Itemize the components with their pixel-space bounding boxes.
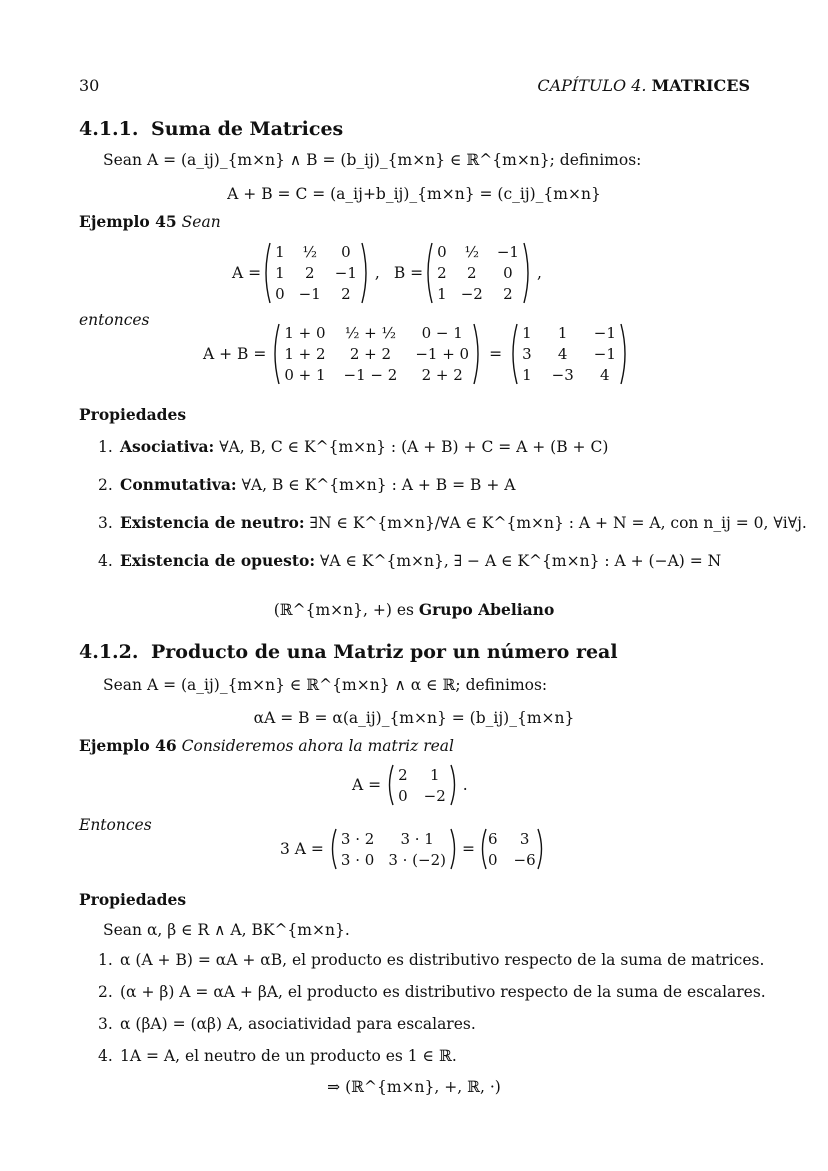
matrix-cell: 0 − 1 [421,324,463,342]
matrix-cell: −1 [593,345,616,363]
matrix-cell: 0 + 1 [284,366,326,384]
sum-intro-text: Sean A = (a_ij)_{m×n} ∧ B = (b_ij)_{m×n} ∈ ℝ^{m×n}; definimos: [103,151,642,169]
section-title: Suma de Matrices [151,118,344,140]
matrix-cell: 0 [503,264,513,282]
matrix-cell: 3 · 2 [340,829,375,848]
sum-definition: A + B = C = (a_ij+b_ij)_{m×n} = (c_ij)_{m×n} [227,185,601,203]
matrix-cell: 2 [437,264,447,282]
product-properties-list [98,951,766,1079]
product-expression-matrix [328,827,459,871]
matrix-cell: −2 [460,285,483,303]
matrix-a-label: A = [352,776,382,794]
matrix-cell: 2 + 2 [421,366,463,384]
sum-property-2: 2. Conmutativa: ∀A, B ∈ K^{m×n} : A + B = B + A [98,475,516,494]
matrix-b-label: B = [393,264,424,282]
running-header [537,76,750,95]
sum-expression-cells [280,323,473,385]
matrix-a-real [385,763,459,807]
sum-result-cells [518,323,620,385]
example-text: Sean [181,213,221,231]
product-result-matrix [478,827,546,871]
example-number: Ejemplo 45 [79,212,177,231]
sum-intro [103,151,641,170]
matrix-cell: 3 · 0 [340,850,375,869]
matrix-cell: 3 · (−2) [388,850,446,869]
matrix-cell: −3 [551,366,574,384]
chapter-label: CAPÍTULO 4. [537,76,647,95]
matrix-cell: −2 [423,786,446,805]
properties-title-product: Propiedades [79,890,187,909]
matrix-cell: 4 [557,345,568,363]
matrix-cell: 1 [429,765,440,784]
matrix-cell: 2 [304,264,315,282]
matrix-cell: 1 [522,366,532,384]
matrix-b-cells [433,242,523,304]
matrix-cell: 1 [557,324,568,342]
matrix-cell: −6 [513,850,536,869]
matrix-cell: 0 [341,243,351,261]
section-title: Producto de una Matriz por un número real [151,641,618,663]
section-heading-4-1-2 [79,641,618,663]
matrix-a-real-cells [394,765,450,806]
sum-property-3: 3. Existencia de neutro: ∃N ∈ K^{m×n}/∀A ∈ K^{m×n} : A + N = A, con n_ij = 0, ∀i∀j. [98,513,807,532]
matrix-cell: 0 [487,850,498,869]
sum-properties-list [98,437,807,589]
example-45-matrices: A = 1 ½ 0 1 2 −1 0 −1 2 , B = 0 ½ −1 2 2 0 1 −2 2 , [232,243,542,303]
product-property-4: 4. 1A = A, el neutro de un producto es 1 ∈ ℝ. [98,1047,457,1065]
sum-label: A + B = [203,345,267,363]
then-label: entonces [79,311,150,329]
product-definition: αA = B = α(a_ij)_{m×n} = (b_ij)_{m×n} [253,709,575,727]
example-45-label [79,213,221,232]
abelian-group-line: (ℝ^{m×n}, +) es Grupo Abeliano [273,600,555,619]
matrix-cell: 2 [398,765,408,784]
then-label-product: Entonces [79,816,152,834]
example-46-matrix: A = 2 1 0 −2 . [352,763,468,807]
product-props-intro: Sean α, β ∈ R ∧ A, BK^{m×n}. [103,921,350,939]
sum-expression-matrix [270,322,483,386]
matrix-b [423,241,533,305]
matrix-cell: ½ [464,243,480,261]
matrix-cell: ½ [302,243,317,261]
matrix-cell: 0 [275,285,285,303]
matrix-cell: 0 [437,243,447,261]
properties-title-sum: Propiedades [79,405,187,424]
matrix-cell: 3 [519,829,530,848]
product-property-1: 1. α (A + B) = αA + αB, el producto es distributivo respecto de la suma de matrices. [98,951,765,969]
matrix-cell: 4 [600,366,610,384]
matrix-cell: 3 [522,345,532,363]
matrix-cell: −1 + 0 [415,345,470,363]
vector-space-line: ⇒ (ℝ^{m×n}, +, ℝ, ·) [327,1078,501,1096]
example-number: Ejemplo 46 [79,736,177,755]
matrix-cell: 1 [437,285,447,303]
matrix-cell: 1 [275,243,285,261]
matrix-cell: ½ + ½ [344,324,397,342]
product-property-3: 3. α (βA) = (αβ) A, asociatividad para escalares. [98,1015,476,1033]
section-number: 4.1.2. [79,641,139,663]
product-expression-cells [337,829,450,870]
matrix-a-cells [271,242,361,304]
matrix-cell: 2 [341,285,351,303]
matrix-cell: 1 + 2 [284,345,326,363]
matrix-cell: −1 − 2 [343,366,398,384]
product-intro: Sean A = (a_ij)_{m×n} ∈ ℝ^{m×n} ∧ α ∈ ℝ; definimos: [103,676,548,694]
matrix-cell: 2 + 2 [349,345,392,363]
matrix-cell: −1 [496,243,519,261]
product-property-2: 2. (α + β) A = αA + βA, el producto es distributivo respecto de la suma de escalares. [98,983,766,1001]
page-number: 30 [79,76,100,95]
matrix-cell: −1 [593,324,616,342]
section-number: 4.1.1. [79,118,139,140]
chapter-title: MATRICES [651,76,750,95]
example-text: Consideremos ahora la matriz real [181,737,454,755]
matrix-cell: 1 [522,324,532,342]
product-example: 3 A = 3 · 2 3 · 1 3 · 0 3 · (−2) = 6 3 0 −6 [280,827,546,871]
product-label: 3 A = [280,840,324,858]
matrix-cell: 1 + 0 [284,324,326,342]
matrix-cell: 2 [466,264,477,282]
matrix-cell: 2 [503,285,513,303]
sum-property-1: 1. Asociativa: ∀A, B, C ∈ K^{m×n} : (A + B) + C = A + (B + C) [98,437,609,456]
matrix-cell: 3 · 1 [400,829,434,848]
sum-property-4: 4. Existencia de opuesto: ∀A ∈ K^{m×n}, ∃ − A ∈ K^{m×n} : A + (−A) = N [98,551,722,570]
matrix-a [261,241,371,305]
matrix-cell: 6 [487,829,498,848]
sum-result-matrix [508,322,630,386]
matrix-cell: −1 [298,285,321,303]
matrix-cell: 0 [398,786,408,805]
section-heading-4-1-1 [79,118,343,140]
matrix-cell: 1 [275,264,285,282]
matrix-cell: −1 [334,264,357,282]
example-46-label [79,737,454,756]
product-result-cells [487,829,537,870]
sum-example: A + B = 1 + 0 ½ + ½ 0 − 1 1 + 2 2 + 2 −1 + 0 0 + 1 −1 − 2 2 + 2 = 1 1 −1 3 4 −1 1 −3 4 [203,322,630,386]
matrix-a-label: A = [232,264,262,282]
